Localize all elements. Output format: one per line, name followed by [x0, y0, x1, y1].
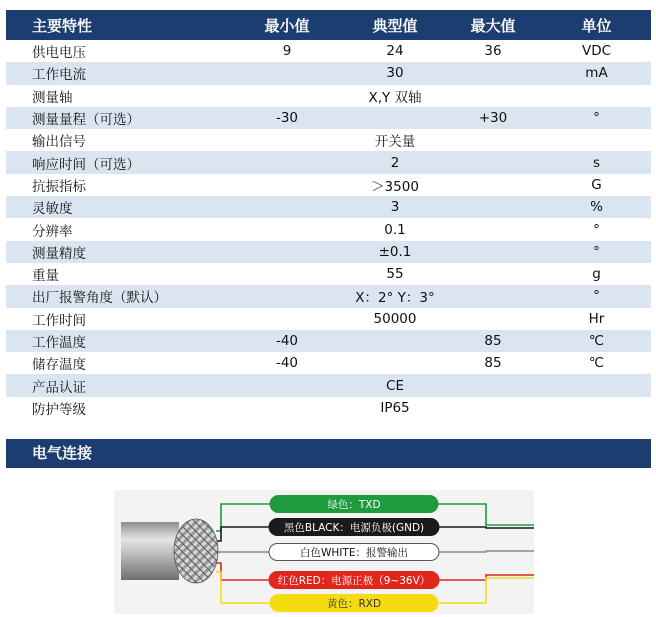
- row-max: 36: [484, 43, 502, 60]
- row-typical: IP65: [380, 399, 410, 416]
- row-unit: ℃: [588, 355, 605, 372]
- row-max: [444, 374, 542, 396]
- row-unit: ℃: [542, 330, 651, 352]
- row-name: 响应时间（可选）: [6, 151, 228, 173]
- row-max: [444, 129, 542, 151]
- row-unit: VDC: [581, 43, 612, 60]
- row-min: [228, 285, 346, 307]
- row-min: [228, 129, 346, 151]
- row-name: 测量精度: [6, 241, 228, 263]
- row-typical: [346, 330, 444, 352]
- row-min: [228, 218, 346, 240]
- row-min: [228, 374, 346, 396]
- row-typical: 开关量: [374, 134, 416, 151]
- row-unit: %: [542, 196, 651, 218]
- row-name: 工作温度: [6, 330, 228, 352]
- row-unit: [542, 374, 651, 396]
- row-max: 85: [444, 330, 542, 352]
- row-unit: [542, 129, 651, 151]
- row-min: [228, 174, 346, 196]
- spec-row: [6, 263, 651, 285]
- row-typical: 2: [346, 151, 444, 173]
- header-min: 最小值: [228, 10, 346, 40]
- spec-row: [6, 352, 651, 374]
- row-unit: °: [542, 285, 651, 307]
- row-name: 输出信号: [32, 134, 86, 151]
- spec-row: [6, 151, 651, 173]
- row-unit: °: [593, 221, 600, 238]
- spec-row: [6, 85, 651, 107]
- row-max: [444, 174, 542, 196]
- row-min: [228, 196, 346, 218]
- spec-row: [6, 241, 651, 263]
- row-max: [444, 263, 542, 285]
- spec-table-header: [6, 10, 651, 40]
- spec-table: [6, 10, 651, 419]
- row-min: 9: [282, 43, 292, 60]
- spec-row: [6, 308, 651, 330]
- header-unit: 单位: [542, 10, 651, 40]
- row-unit: G: [591, 176, 602, 193]
- row-max: 85: [484, 355, 502, 372]
- cable-braid-shield: [174, 519, 218, 583]
- row-name: 抗振指标: [32, 178, 86, 195]
- wire-label: 白色WHITE：报警输出: [300, 547, 408, 559]
- row-max: +30: [444, 107, 542, 129]
- row-typical: 24: [386, 43, 404, 60]
- wire-label: 黑色BLACK：电源负极(GND): [283, 522, 425, 534]
- row-min: -40: [228, 330, 346, 352]
- row-name: 储存温度: [32, 357, 86, 374]
- row-name: 重量: [32, 268, 59, 285]
- row-unit: g: [592, 266, 601, 283]
- row-name: 供电电压: [32, 45, 86, 62]
- row-max: [444, 196, 542, 218]
- header-typical: 典型值: [346, 10, 444, 40]
- spec-row: [6, 374, 651, 396]
- spec-row: [6, 330, 651, 352]
- cable-jacket: [121, 522, 179, 580]
- wire-label: 黄色：RXD: [326, 598, 382, 610]
- row-unit: [542, 85, 651, 107]
- spec-row: [6, 40, 651, 62]
- row-typical: 50000: [373, 310, 417, 327]
- row-typical: ＞3500: [371, 178, 419, 195]
- row-name: 防护等级: [32, 401, 86, 418]
- row-typical: 30: [346, 62, 444, 84]
- spec-row: [6, 397, 651, 419]
- section-title-electrical: 电气连接: [6, 439, 651, 468]
- spec-row: [6, 285, 651, 307]
- row-name: 工作电流: [6, 62, 228, 84]
- row-max: [444, 62, 542, 84]
- row-typical: 55: [386, 266, 404, 283]
- row-max: [444, 308, 542, 330]
- row-unit: °: [542, 241, 651, 263]
- row-unit: °: [542, 107, 651, 129]
- wire-label: 绿色：TXD: [327, 499, 381, 511]
- row-min: -30: [228, 107, 346, 129]
- spec-row: [6, 174, 651, 196]
- row-typical: 0.1: [384, 221, 406, 238]
- row-typical: [346, 107, 444, 129]
- row-typical: [346, 352, 444, 374]
- row-unit: s: [542, 151, 651, 173]
- wire-labels: [269, 496, 439, 612]
- wire-label: 红色RED：电源正极（9~36V）: [277, 575, 431, 587]
- row-max: [444, 218, 542, 240]
- row-typical: ±0.1: [346, 241, 444, 263]
- row-min: [228, 397, 346, 419]
- spec-row: [6, 129, 651, 151]
- row-max: [444, 397, 542, 419]
- spec-row: [6, 62, 651, 84]
- row-max: [444, 85, 542, 107]
- row-typical: CE: [346, 374, 444, 396]
- row-min: [228, 241, 346, 263]
- header-max: 最大值: [444, 10, 542, 40]
- row-min: [228, 85, 346, 107]
- row-max: [444, 241, 542, 263]
- row-name: 测量量程（可选）: [6, 107, 228, 129]
- row-name: 工作时间: [32, 312, 86, 329]
- wiring-diagram: [6, 468, 651, 617]
- row-min: [228, 62, 346, 84]
- row-name: 出厂报警角度（默认）: [6, 285, 228, 307]
- row-name: 灵敏度: [6, 196, 228, 218]
- row-name: 产品认证: [6, 374, 228, 396]
- row-min: -40: [275, 355, 299, 372]
- row-max: [444, 151, 542, 173]
- row-typical: X：2° Y：3°: [346, 285, 444, 307]
- row-min: [228, 263, 346, 285]
- row-typical: 3: [346, 196, 444, 218]
- row-name: 测量轴: [32, 89, 73, 106]
- header-feature: 主要特性: [6, 10, 228, 40]
- row-min: [228, 151, 346, 173]
- spec-row: [6, 107, 651, 129]
- row-unit: [542, 397, 651, 419]
- row-unit: Hr: [588, 310, 605, 327]
- spec-row: [6, 218, 651, 240]
- row-unit: mA: [542, 62, 651, 84]
- row-max: [444, 285, 542, 307]
- spec-row: [6, 196, 651, 218]
- row-min: [228, 308, 346, 330]
- row-typical: X,Y 双轴: [368, 89, 422, 106]
- row-name: 分辨率: [32, 223, 73, 240]
